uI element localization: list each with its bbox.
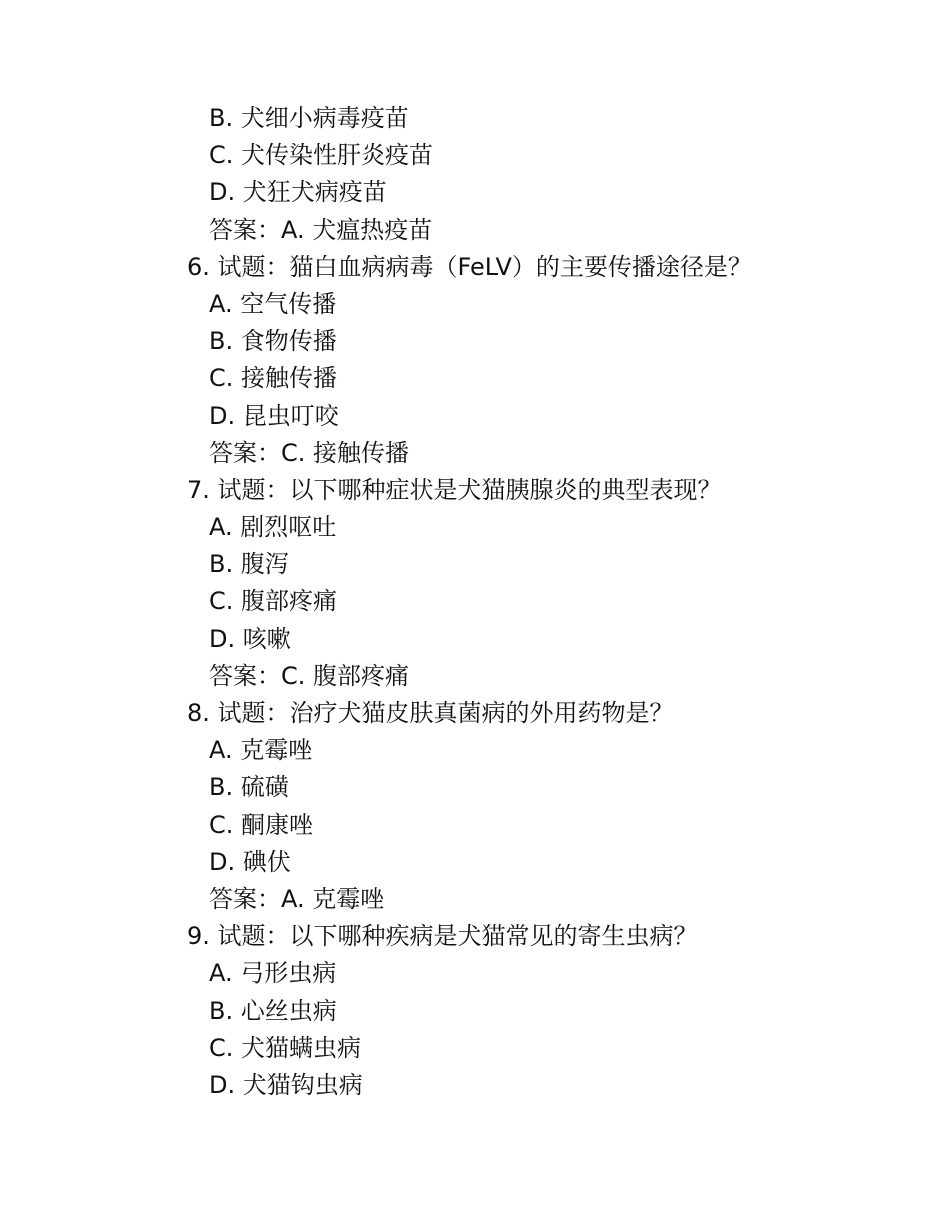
option-8c: C. 酮康唑 [209, 810, 314, 839]
option-8d: D. 碘伏 [209, 847, 291, 876]
option-6b: B. 食物传播 [209, 327, 337, 356]
option-6a: A. 空气传播 [209, 289, 337, 318]
question-6: 6. 试题：猫白血病病毒（FeLV）的主要传播途径是？ [187, 252, 752, 281]
answer-6: 答案：C. 接触传播 [209, 438, 410, 467]
option-9d: D. 犬猫钩虫病 [209, 1070, 363, 1099]
option-8b: B. 硫磺 [209, 773, 289, 802]
option-8a: A. 克霉唑 [209, 736, 313, 765]
answer-8: 答案：A. 克霉唑 [209, 884, 385, 913]
option-5b: B. 犬细小病毒疫苗 [209, 104, 409, 132]
option-7d: D. 咳嗽 [209, 624, 291, 653]
option-7c: C. 腹部疼痛 [209, 587, 338, 616]
option-7a: A. 剧烈呕吐 [209, 513, 337, 542]
question-9: 9. 试题：以下哪种疾病是犬猫常见的寄生虫病？ [187, 922, 698, 951]
question-7: 7. 试题：以下哪种症状是犬猫胰腺炎的典型表现？ [187, 475, 722, 504]
answer-7: 答案：C. 腹部疼痛 [209, 661, 410, 690]
option-7b: B. 腹泻 [209, 550, 289, 579]
option-6d: D. 昆虫叮咬 [209, 401, 339, 430]
answer-5: 答案：A. 犬瘟热疫苗 [209, 215, 433, 244]
document-page [0, 100, 950, 1104]
option-5d: D. 犬狂犬病疫苗 [209, 178, 387, 207]
option-5c: C. 犬传染性肝炎疫苗 [209, 141, 434, 170]
question-8: 8. 试题：治疗犬猫皮肤真菌病的外用药物是？ [187, 699, 674, 727]
option-6c: C. 接触传播 [209, 364, 338, 393]
option-9b: B. 心丝虫病 [209, 996, 337, 1025]
option-9c: C. 犬猫螨虫病 [209, 1033, 362, 1062]
option-9a: A. 弓形虫病 [209, 959, 337, 988]
